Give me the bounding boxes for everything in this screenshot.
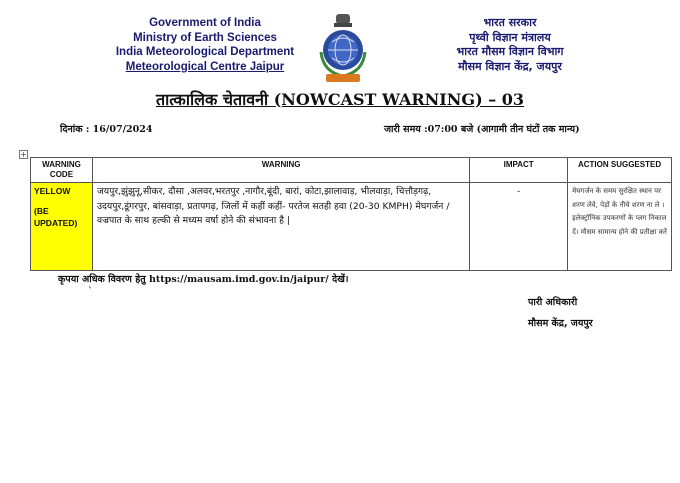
header-english bbox=[100, 16, 310, 74]
signature-title: पारी अधिकारी bbox=[528, 297, 578, 308]
action-suggested-cell: मेघगर्जन के समय सुरक्षित स्थान पर शरण लेवे, पेड़ों के नीचे शरण ना ले । इलेक्ट्रॉनिक उपकरणों के प्लग निकाल दें। मौसम सामान्य होने की प्रतीक्षा करें bbox=[568, 183, 672, 271]
header-action: ACTION SUGGESTED bbox=[568, 158, 672, 183]
header-line-centre: Meteorological Centre Jaipur bbox=[125, 60, 285, 73]
header-hindi bbox=[410, 16, 610, 74]
warning-text-cell: जयपुर,झुंझुनू,सीकर, दौसा ,अलवर,भरतपुर ,नागौर,बूंदी, बारां, कोटा,झालावाड़, भीलवाड़ा, चित्तौड़गढ़, उदयपुर,डूंगरपुर, बांसवाड़ा, प्रतापगढ़, जिलों में कहीं कहीं- परतेज सतही हवा (20-30 KMPH) मेघगर्जन / वज्रपात के साथ हल्की से मध्यम वर्षा होने की संभावना है | bbox=[92, 183, 469, 271]
header-hindi-centre: मौसम विज्ञान केंद्र, जयपुर bbox=[458, 59, 562, 73]
stray-mark: ` bbox=[88, 287, 93, 298]
header-line-ministry: Ministry of Earth Sciences bbox=[133, 31, 277, 44]
header-hindi-ministry: पृथ्वी विज्ञान मंत्रालय bbox=[469, 30, 551, 44]
move-handle-icon[interactable]: + bbox=[20, 150, 27, 159]
warning-table bbox=[30, 157, 672, 271]
warning-code-status: (BE UPDATED) bbox=[34, 206, 78, 228]
header-hindi-govt: भारत सरकार bbox=[483, 16, 537, 29]
more-info-link[interactable]: कृपया अधिक विवरण हेतु https://mausam.imd.gov.in/jaipur/ देखें। bbox=[58, 274, 349, 285]
issue-date: दिनांक : 16/07/2024 bbox=[60, 124, 153, 135]
warning-code-color: YELLOW bbox=[34, 186, 71, 196]
signature-office: मौसम केंद्र, जयपुर bbox=[528, 318, 593, 329]
table-header-row bbox=[31, 158, 672, 183]
header-line-department: India Meteorological Department bbox=[115, 46, 295, 58]
header-hindi-department: भारत मौसम विज्ञान विभाग bbox=[456, 45, 564, 58]
warning-code-cell bbox=[31, 183, 93, 271]
header-impact: IMPACT bbox=[470, 158, 568, 183]
issue-time: जारी समय :07:00 बजे (आगामी तीन घंटों तक मान्य) bbox=[384, 124, 580, 135]
page-title: तात्कालिक चेतावनी (NOWCAST WARNING) – 03 bbox=[155, 90, 525, 109]
imd-emblem-logo bbox=[314, 12, 372, 86]
header-warning: WARNING bbox=[92, 158, 469, 183]
header-line-govt: Government of India bbox=[149, 17, 261, 29]
signature-block bbox=[528, 292, 593, 334]
impact-cell: - bbox=[470, 183, 568, 271]
header-warning-code: WARNING CODE bbox=[31, 158, 93, 183]
table-row bbox=[31, 183, 672, 271]
